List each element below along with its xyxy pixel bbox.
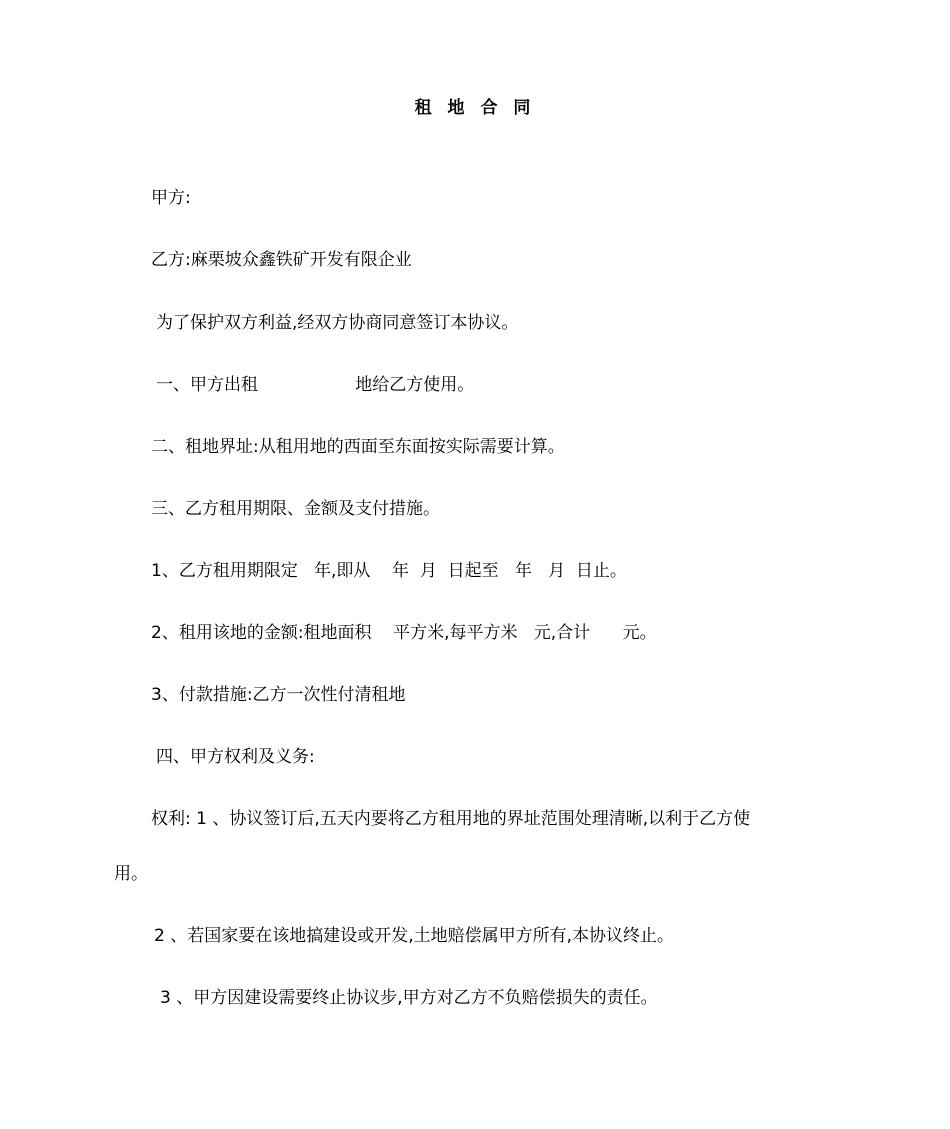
clause-3-item-3: 3、付款措施:乙方一次性付清租地 (151, 685, 406, 705)
clause-3: 三、乙方租用期限、金额及支付措施。 (151, 499, 440, 519)
rights-1-line-2: 用。 (114, 864, 148, 884)
clause-3-item-1: 1、乙方租用期限定 年,即从 年 月 日起至 年 月 日止。 (151, 561, 627, 581)
rights-2: 2 、若国家要在该地搞建设或开发,土地赔偿属甲方所有,本协议终止。 (154, 926, 675, 946)
document-title: 租 地 合 同 (414, 98, 536, 118)
intro-paragraph: 为了保护双方利益,经双方协商同意签订本协议。 (156, 313, 519, 333)
rights-3: 3 、甲方因建设需要终止协议步,甲方对乙方不负赔偿损失的责任。 (160, 988, 658, 1008)
clause-1: 一、甲方出租 地给乙方使用。 (156, 375, 475, 395)
rights-1-line-1: 权利: 1 、协议签订后,五天内要将乙方租用地的界址范围处理清晰,以利于乙方使 (151, 809, 751, 829)
clause-3-item-2: 2、租用该地的金额:租地面积 平方米,每平方米 元,合计 元。 (151, 623, 657, 643)
clause-4: 四、甲方权利及义务: (156, 747, 315, 767)
party-a-line: 甲方: (151, 188, 191, 208)
clause-2: 二、租地界址:从租用地的西面至东面按实际需要计算。 (151, 437, 565, 457)
party-b-line: 乙方:麻栗坡众鑫铁矿开发有限企业 (151, 250, 412, 270)
